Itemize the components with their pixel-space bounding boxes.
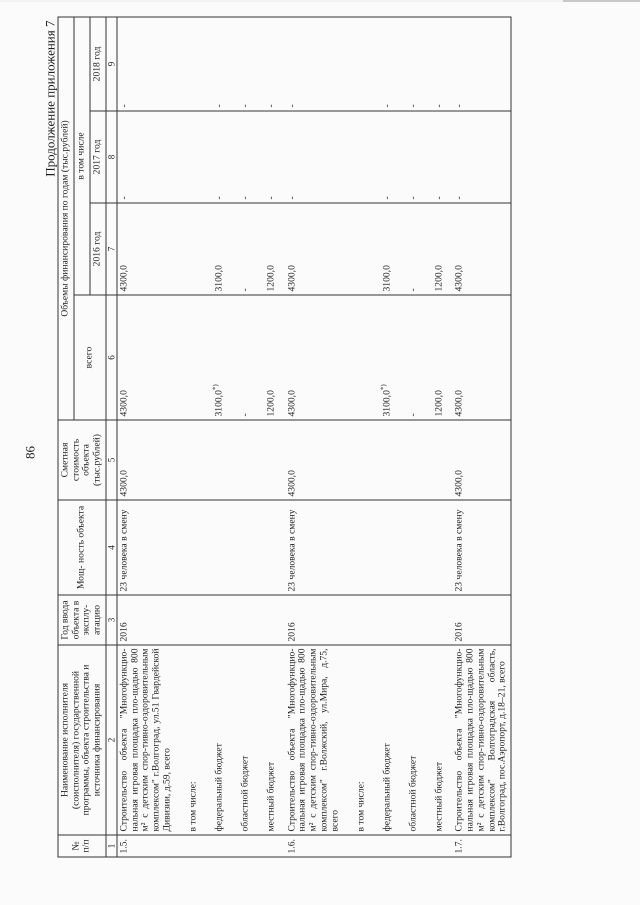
object-name: Строительство объекта "Многофункцио-нальная игровая площадка пло-щадью 800 м² с детским спор-тивно-оздоровительным комплексом" г.Волжский, ул.Мира, д.75, всего [285, 645, 343, 835]
local-budget-label: местный бюджет [253, 645, 279, 835]
page-number: 86 [22, 445, 37, 459]
regional-2018: - [227, 17, 253, 111]
federal-budget-label: федеральный бюджет [201, 645, 227, 835]
local-2017: - [420, 111, 446, 203]
regional-total: - [227, 295, 253, 420]
federal-2016: 3100,0 [368, 203, 394, 295]
header-num: № п/п [58, 835, 106, 857]
column-number: 5 [105, 420, 116, 500]
column-number: 9 [105, 17, 116, 111]
column-number: 6 [105, 295, 116, 420]
header-incl: в том числе [73, 17, 89, 295]
estimated-cost: 4300,0 [117, 420, 175, 500]
row-number: 1.5. [117, 835, 175, 857]
header-cost: Сметная стоимость объекта (тыс.рублей) [58, 420, 106, 500]
regional-2018: - [394, 17, 420, 111]
table-subrow [175, 17, 201, 857]
regional-total: - [394, 295, 420, 420]
federal-2017: - [368, 111, 394, 203]
incl-label: в том числе: [342, 645, 368, 835]
table-subrow [227, 17, 253, 857]
commissioning-year: 2016 [452, 595, 510, 645]
local-total: 1200,0 [253, 295, 279, 420]
row-number: 1.6. [285, 835, 343, 857]
column-number: 8 [105, 111, 116, 203]
federal-2016: 3100,0 [201, 203, 227, 295]
table-subrow [253, 17, 279, 857]
funding-2017: - [452, 111, 510, 203]
regional-2017: - [394, 111, 420, 203]
estimated-cost: 4300,0 [452, 420, 510, 500]
table-row [452, 17, 510, 857]
continuation-title: Продолжение приложения 7 [42, 20, 57, 177]
federal-budget-label: федеральный бюджет [368, 645, 394, 835]
funding-2018: - [285, 17, 343, 111]
header-2018: 2018 год [90, 17, 106, 111]
local-total: 1200,0 [420, 295, 446, 420]
funding-2016: 4300,0 [285, 203, 343, 295]
table-row [117, 17, 175, 857]
table-subrow [342, 17, 368, 857]
federal-total: 3100,0*) [201, 295, 227, 420]
object-capacity: 23 человека в смену [285, 500, 343, 595]
object-name: Строительство объекта "Многофункцио-нальная игровая площадка пло-щадью 800 м² с детским спор-тивно-оздоровительным комплексом" г.Волгоград, ул.51 Гвардейской Дивизии, д.59, всего [117, 645, 175, 835]
header-name: Наименование исполнителя (соисполнителя) государственной программы, объекта строительства и источника финансирования [58, 645, 106, 835]
incl-label: в том числе: [175, 645, 201, 835]
column-number: 4 [105, 500, 116, 595]
federal-2018: - [368, 17, 394, 111]
header-funding: Объемы финансирования по годам (тыс.рублей) [58, 17, 74, 420]
header-capacity: Мощ- ность объекта [58, 500, 106, 595]
funding-total: 4300,0 [117, 295, 175, 420]
funding-2018: - [452, 17, 510, 111]
regional-2017: - [227, 111, 253, 203]
local-2018: - [253, 17, 279, 111]
row-number: 1.7. [452, 835, 510, 857]
object-capacity: 23 человека в смену [452, 500, 510, 595]
funding-2016: 4300,0 [117, 203, 175, 295]
table-subrow [394, 17, 420, 857]
column-number: 2 [105, 645, 116, 835]
table-row [285, 17, 343, 857]
funding-total: 4300,0 [452, 295, 510, 420]
local-budget-label: местный бюджет [420, 645, 446, 835]
column-number: 3 [105, 595, 116, 645]
funding-2017: - [285, 111, 343, 203]
object-name: Строительство объекта "Многофункцио-нальная игровая площадка пло-щадью 800 м² с детским спор-тивно-оздоровительным комплексом" Волгоградская область, г.Волгоград, пос.Аэропорт, д.18–21, всего [452, 645, 510, 835]
commissioning-year: 2016 [285, 595, 343, 645]
column-number: 1 [105, 835, 116, 857]
column-number: 7 [105, 203, 116, 295]
federal-2018: - [201, 17, 227, 111]
regional-2016: - [227, 203, 253, 295]
funding-2016: 4300,0 [452, 203, 510, 295]
table-subrow [201, 17, 227, 857]
local-2018: - [420, 17, 446, 111]
header-2016: 2016 год [90, 203, 106, 295]
funding-2017: - [117, 111, 175, 203]
financing-table [57, 16, 511, 857]
header-year: Год ввода объекта в эксплу- атацию [58, 595, 106, 645]
table-subrow [368, 17, 394, 857]
header-total: всего [73, 295, 105, 420]
object-capacity: 23 человека в смену [117, 500, 175, 595]
estimated-cost: 4300,0 [285, 420, 343, 500]
federal-2017: - [201, 111, 227, 203]
federal-total: 3100,0*) [368, 295, 394, 420]
regional-budget-label: областной бюджет [394, 645, 420, 835]
funding-total: 4300,0 [285, 295, 343, 420]
funding-2018: - [117, 17, 175, 111]
table-subrow [420, 17, 446, 857]
local-2016: 1200,0 [420, 203, 446, 295]
commissioning-year: 2016 [117, 595, 175, 645]
local-2016: 1200,0 [253, 203, 279, 295]
local-2017: - [253, 111, 279, 203]
regional-budget-label: областной бюджет [227, 645, 253, 835]
header-2017: 2017 год [90, 111, 106, 203]
regional-2016: - [394, 203, 420, 295]
